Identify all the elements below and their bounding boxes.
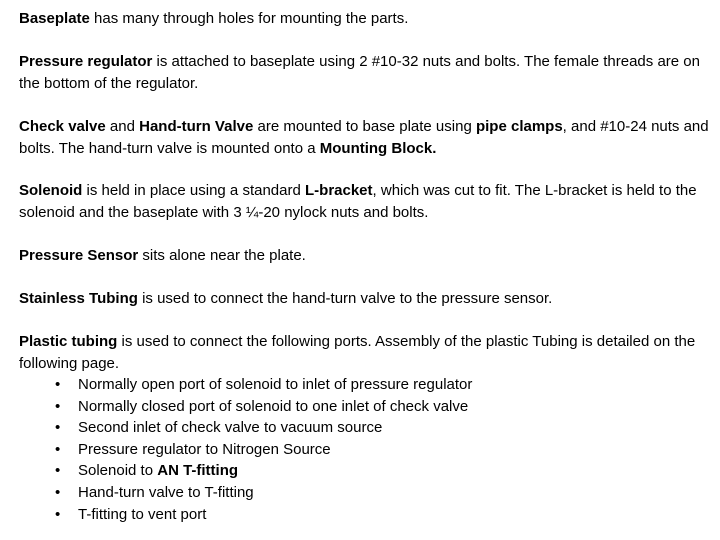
bullet-icon: •	[55, 397, 61, 415]
term-solenoid: Solenoid	[19, 182, 83, 199]
list-item	[19, 396, 709, 418]
paragraph-pressure-regulator	[19, 51, 709, 94]
term-l-bracket: L-bracket	[305, 182, 373, 199]
bullet-icon: •	[55, 483, 61, 501]
paragraph-pressure-sensor	[19, 245, 709, 267]
paragraph-text: has many through holes for mounting the parts.	[89, 10, 409, 27]
paragraph-baseplate	[19, 8, 709, 30]
list-item	[19, 460, 709, 482]
paragraph-text: , which was cut to fit. The L-bracket is held to the solenoid and the baseplate with 3 ¼-20 nylock nuts and bolts.	[19, 182, 697, 221]
term-pressure-regulator: Pressure regulator	[19, 53, 153, 70]
paragraph-text: is held in place using a standard	[82, 182, 305, 199]
list-item	[19, 439, 709, 461]
bullet-icon: •	[55, 376, 61, 393]
paragraph-text: is used to connect the following ports. Assembly of the plastic Tubing is detailed on the following page.	[19, 333, 696, 372]
connection-list	[19, 374, 709, 525]
list-item-text: Normally closed port of solenoid to one inlet of check valve	[78, 397, 469, 415]
paragraph-text: are mounted to base plate using	[253, 118, 476, 135]
bullet-icon: •	[55, 505, 61, 523]
term-hand-turn-valve: Hand-turn Valve	[139, 118, 254, 135]
term-baseplate: Baseplate	[19, 10, 90, 27]
list-item	[19, 482, 709, 504]
term-an-t-fitting: AN T-fitting	[157, 462, 239, 480]
list-item-text: Second inlet of check valve to vacuum source	[78, 419, 383, 437]
term-pipe-clamps: pipe clamps	[475, 118, 563, 135]
list-item-text: Pressure regulator to Nitrogen Source	[78, 440, 331, 458]
paragraph-text: sits alone near the plate.	[138, 247, 306, 264]
list-item-text: Solenoid to	[78, 462, 158, 480]
paragraph-solenoid	[19, 180, 709, 223]
list-item-text: T-fitting to vent port	[78, 505, 207, 523]
bullet-icon: •	[55, 462, 61, 480]
list-item-text: Hand-turn valve to T-fitting	[78, 483, 254, 501]
list-item	[19, 374, 709, 396]
paragraph-check-valve	[19, 116, 709, 159]
list-item	[19, 417, 709, 439]
term-pressure-sensor: Pressure Sensor	[19, 247, 139, 264]
bullet-icon: •	[55, 419, 61, 437]
paragraph-plastic-tubing	[19, 331, 709, 525]
paragraph-stainless-tubing	[19, 288, 709, 310]
paragraph-text: is used to connect the hand-turn valve to the pressure sensor.	[137, 290, 553, 307]
paragraph-text: , and #10-24 nuts and bolts. The hand-turn valve is mounted onto a	[19, 118, 709, 157]
list-item-text: Normally open port of solenoid to inlet of pressure regulator	[78, 376, 473, 393]
paragraph-text: is attached to baseplate using 2 #10-32 nuts and bolts. The female threads are on the bottom of the regulator.	[19, 53, 700, 92]
term-check-valve: Check valve	[19, 118, 106, 135]
term-mounting-block: Mounting Block.	[319, 139, 437, 157]
list-item	[19, 504, 709, 526]
bullet-icon: •	[55, 440, 61, 458]
term-stainless-tubing: Stainless Tubing	[19, 290, 138, 307]
paragraph-text: and	[105, 118, 140, 135]
term-plastic-tubing: Plastic tubing	[19, 333, 118, 350]
plastic-tubing-intro	[19, 331, 709, 374]
